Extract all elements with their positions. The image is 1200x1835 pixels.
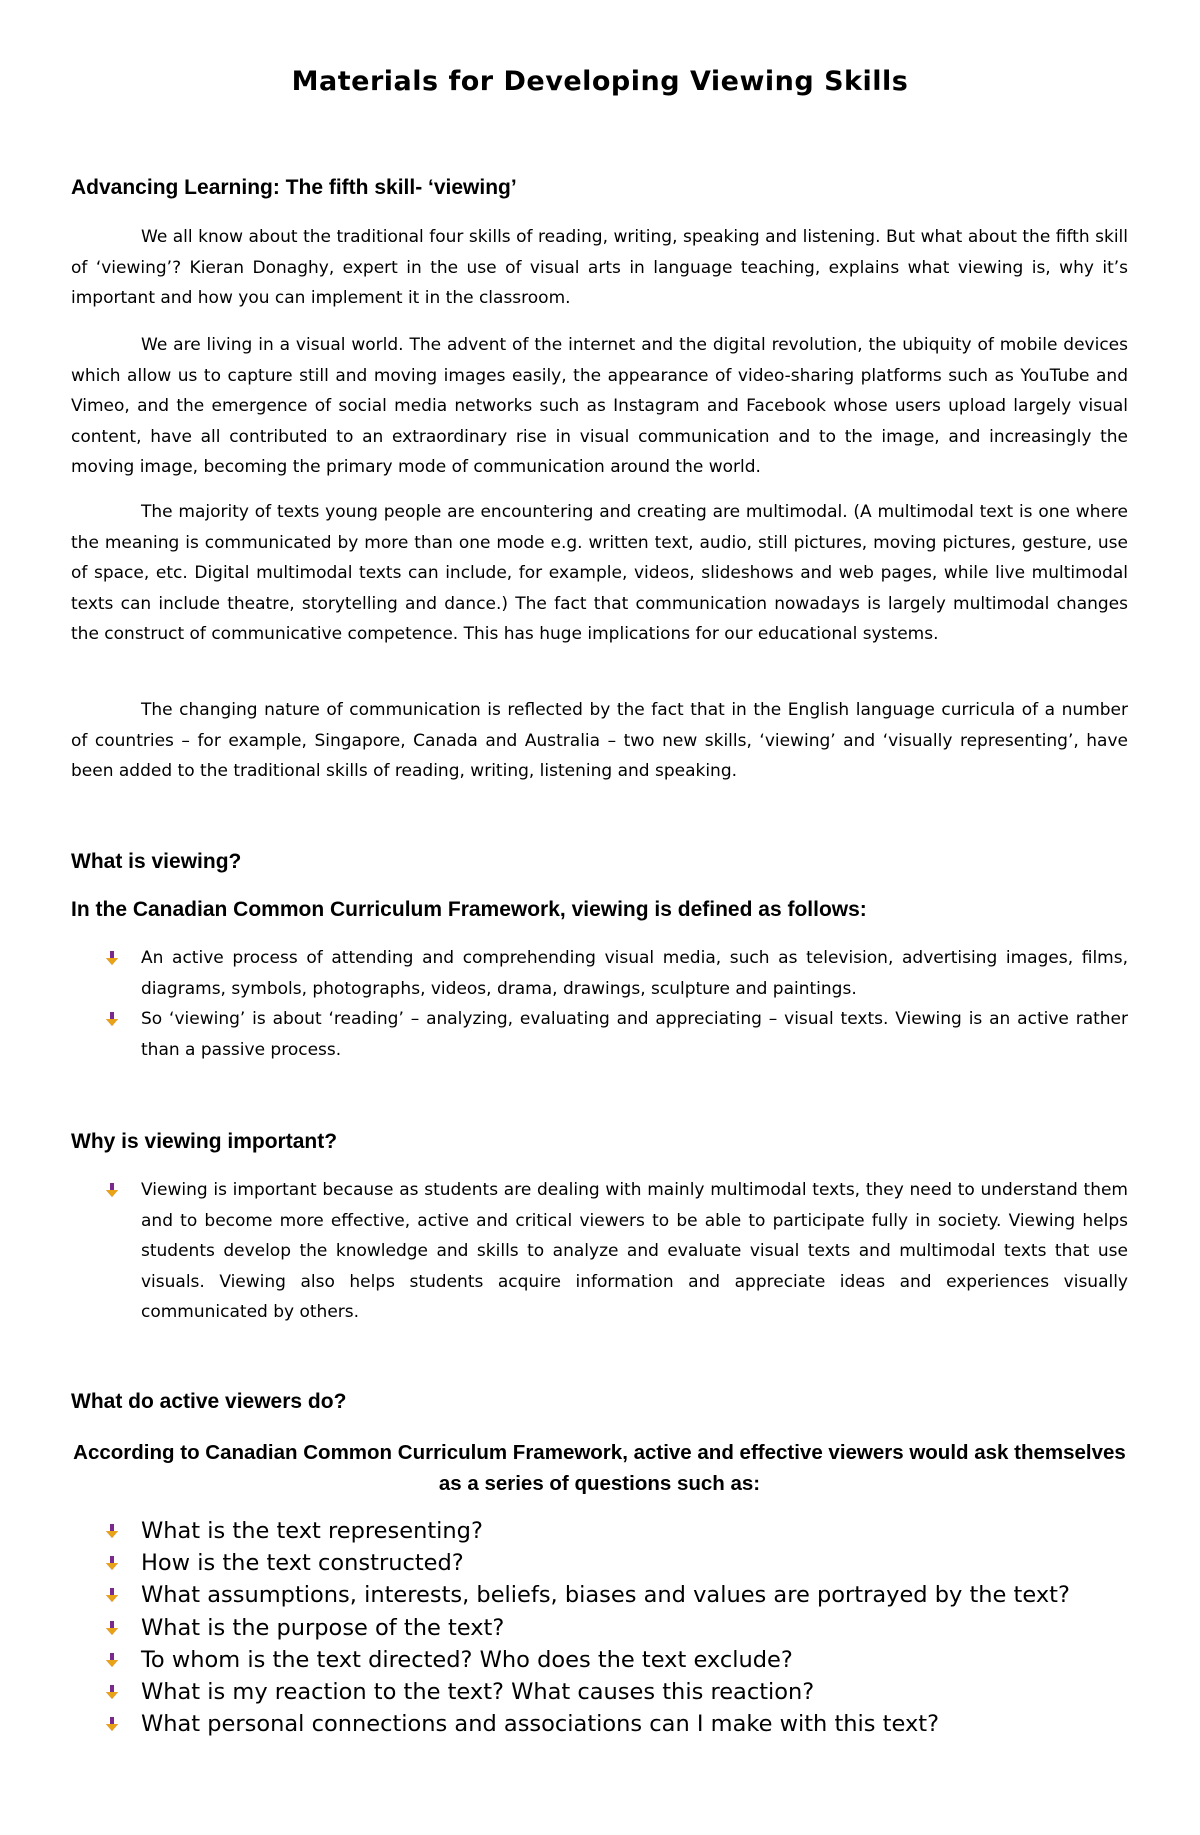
- question-text: What is my reaction to the text? What causes this reaction?: [141, 1679, 815, 1706]
- active-viewers-intro: According to Canadian Common Curriculum Framework, active and effective viewers would ask themselves as a series of questions such as:: [73, 1441, 1126, 1495]
- arrow-bullet-icon: [105, 1653, 119, 1667]
- bullet-text: Viewing is important because as students are dealing with mainly multimodal texts, they need to understand them and to become more effective, active and critical viewers to be able to participate fully in society. Viewing helps students develop the knowledge and skills to analyze and evaluate visual texts and multimodal texts that use visuals. Viewing also helps students acquire information and appreciate ideas and experiences visually communicated by others.: [141, 1180, 1128, 1323]
- question-text: What personal connections and associations can I make with this text?: [141, 1711, 940, 1738]
- list-item: [103, 943, 1128, 1004]
- page-title: Materials for Developing Viewing Skills: [291, 66, 909, 97]
- arrow-bullet-icon: [105, 1621, 119, 1635]
- importance-bullet-list: [103, 1175, 1128, 1328]
- paragraph-curricula: The changing nature of communication is reflected by the fact that in the English language curricula of a number of countries – for example, Singapore, Canada and Australia – two new skills, ‘viewing’ and ‘visually representing’, have been added to the traditional skills of reading, writing, listening and speaking.: [71, 700, 1128, 782]
- paragraph-visual-world: We are living in a visual world. The advent of the internet and the digital revolution, the ubiquity of mobile devices which allow us to capture still and moving images easily, the appearance of video-sharing platforms such as YouTube and Vimeo, and the emergence of social media networks such as Instagram and Facebook whose users upload largely visual content, have all contributed to an extraordinary rise in visual communication and to the image, and increasingly the moving image, becoming the primary mode of communication around the world.: [71, 335, 1128, 478]
- paragraph-multimodal: The majority of texts young people are encountering and creating are multimodal. (A multimodal text is one where the meaning is communicated by more than one mode e.g. written text, audio, still pictures, moving pictures, gesture, use of space, etc. Digital multimodal texts can include, for example, videos, slideshows and web pages, while live multimodal texts can include theatre, storytelling and dance.) The fact that communication nowadays is largely multimodal changes the construct of communicative competence. This has huge implications for our educational systems.: [71, 502, 1128, 645]
- arrow-bullet-icon: [105, 1183, 119, 1197]
- section-heading-advancing-learning: Advancing Learning: The fifth skill- ‘viewing’: [71, 176, 517, 199]
- list-item: [103, 1515, 1128, 1547]
- question-text: How is the text constructed?: [141, 1550, 464, 1577]
- list-item: [103, 1547, 1128, 1579]
- list-item: [103, 1579, 1128, 1611]
- question-text: What is the purpose of the text?: [141, 1614, 505, 1641]
- bullet-text: So ‘viewing’ is about ‘reading’ – analyzing, evaluating and appreciating – visual texts. Viewing is an active rather than a passive process.: [141, 1009, 1128, 1060]
- bullet-text: An active process of attending and comprehending visual media, such as television, advertising images, films, diagrams, symbols, photographs, videos, drama, drawings, sculpture and paintings.: [141, 948, 1128, 999]
- list-item: [103, 1708, 1128, 1740]
- arrow-bullet-icon: [105, 1588, 119, 1602]
- definition-bullet-list: [103, 943, 1128, 1065]
- list-item: [103, 1644, 1128, 1676]
- section-heading-what-is-viewing: What is viewing?: [71, 850, 242, 873]
- question-text: What assumptions, interests, beliefs, biases and values are portrayed by the text?: [141, 1582, 1070, 1609]
- subheading-canadian-definition: In the Canadian Common Curriculum Framework, viewing is defined as follows:: [71, 898, 867, 921]
- question-text: What is the text representing?: [141, 1518, 483, 1544]
- questions-bullet-list: [103, 1515, 1128, 1740]
- arrow-bullet-icon: [105, 1524, 119, 1538]
- question-text: To whom is the text directed? Who does the text exclude?: [141, 1646, 793, 1673]
- paragraph-intro: We all know about the traditional four skills of reading, writing, speaking and listening. But what about the fifth skill of ‘viewing’? Kieran Donaghy, expert in the use of visual arts in language teaching, explains what viewing is, why it’s important and how you can implement it in the classroom.: [71, 227, 1128, 309]
- arrow-bullet-icon: [105, 951, 119, 965]
- arrow-bullet-icon: [105, 1685, 119, 1699]
- section-heading-why-important: Why is viewing important?: [71, 1130, 338, 1153]
- arrow-bullet-icon: [105, 1556, 119, 1570]
- arrow-bullet-icon: [105, 1012, 119, 1026]
- list-item: [103, 1612, 1128, 1644]
- arrow-bullet-icon: [105, 1717, 119, 1731]
- section-heading-active-viewers: What do active viewers do?: [71, 1390, 347, 1413]
- list-item: [103, 1175, 1128, 1328]
- list-item: [103, 1004, 1128, 1065]
- list-item: [103, 1676, 1128, 1708]
